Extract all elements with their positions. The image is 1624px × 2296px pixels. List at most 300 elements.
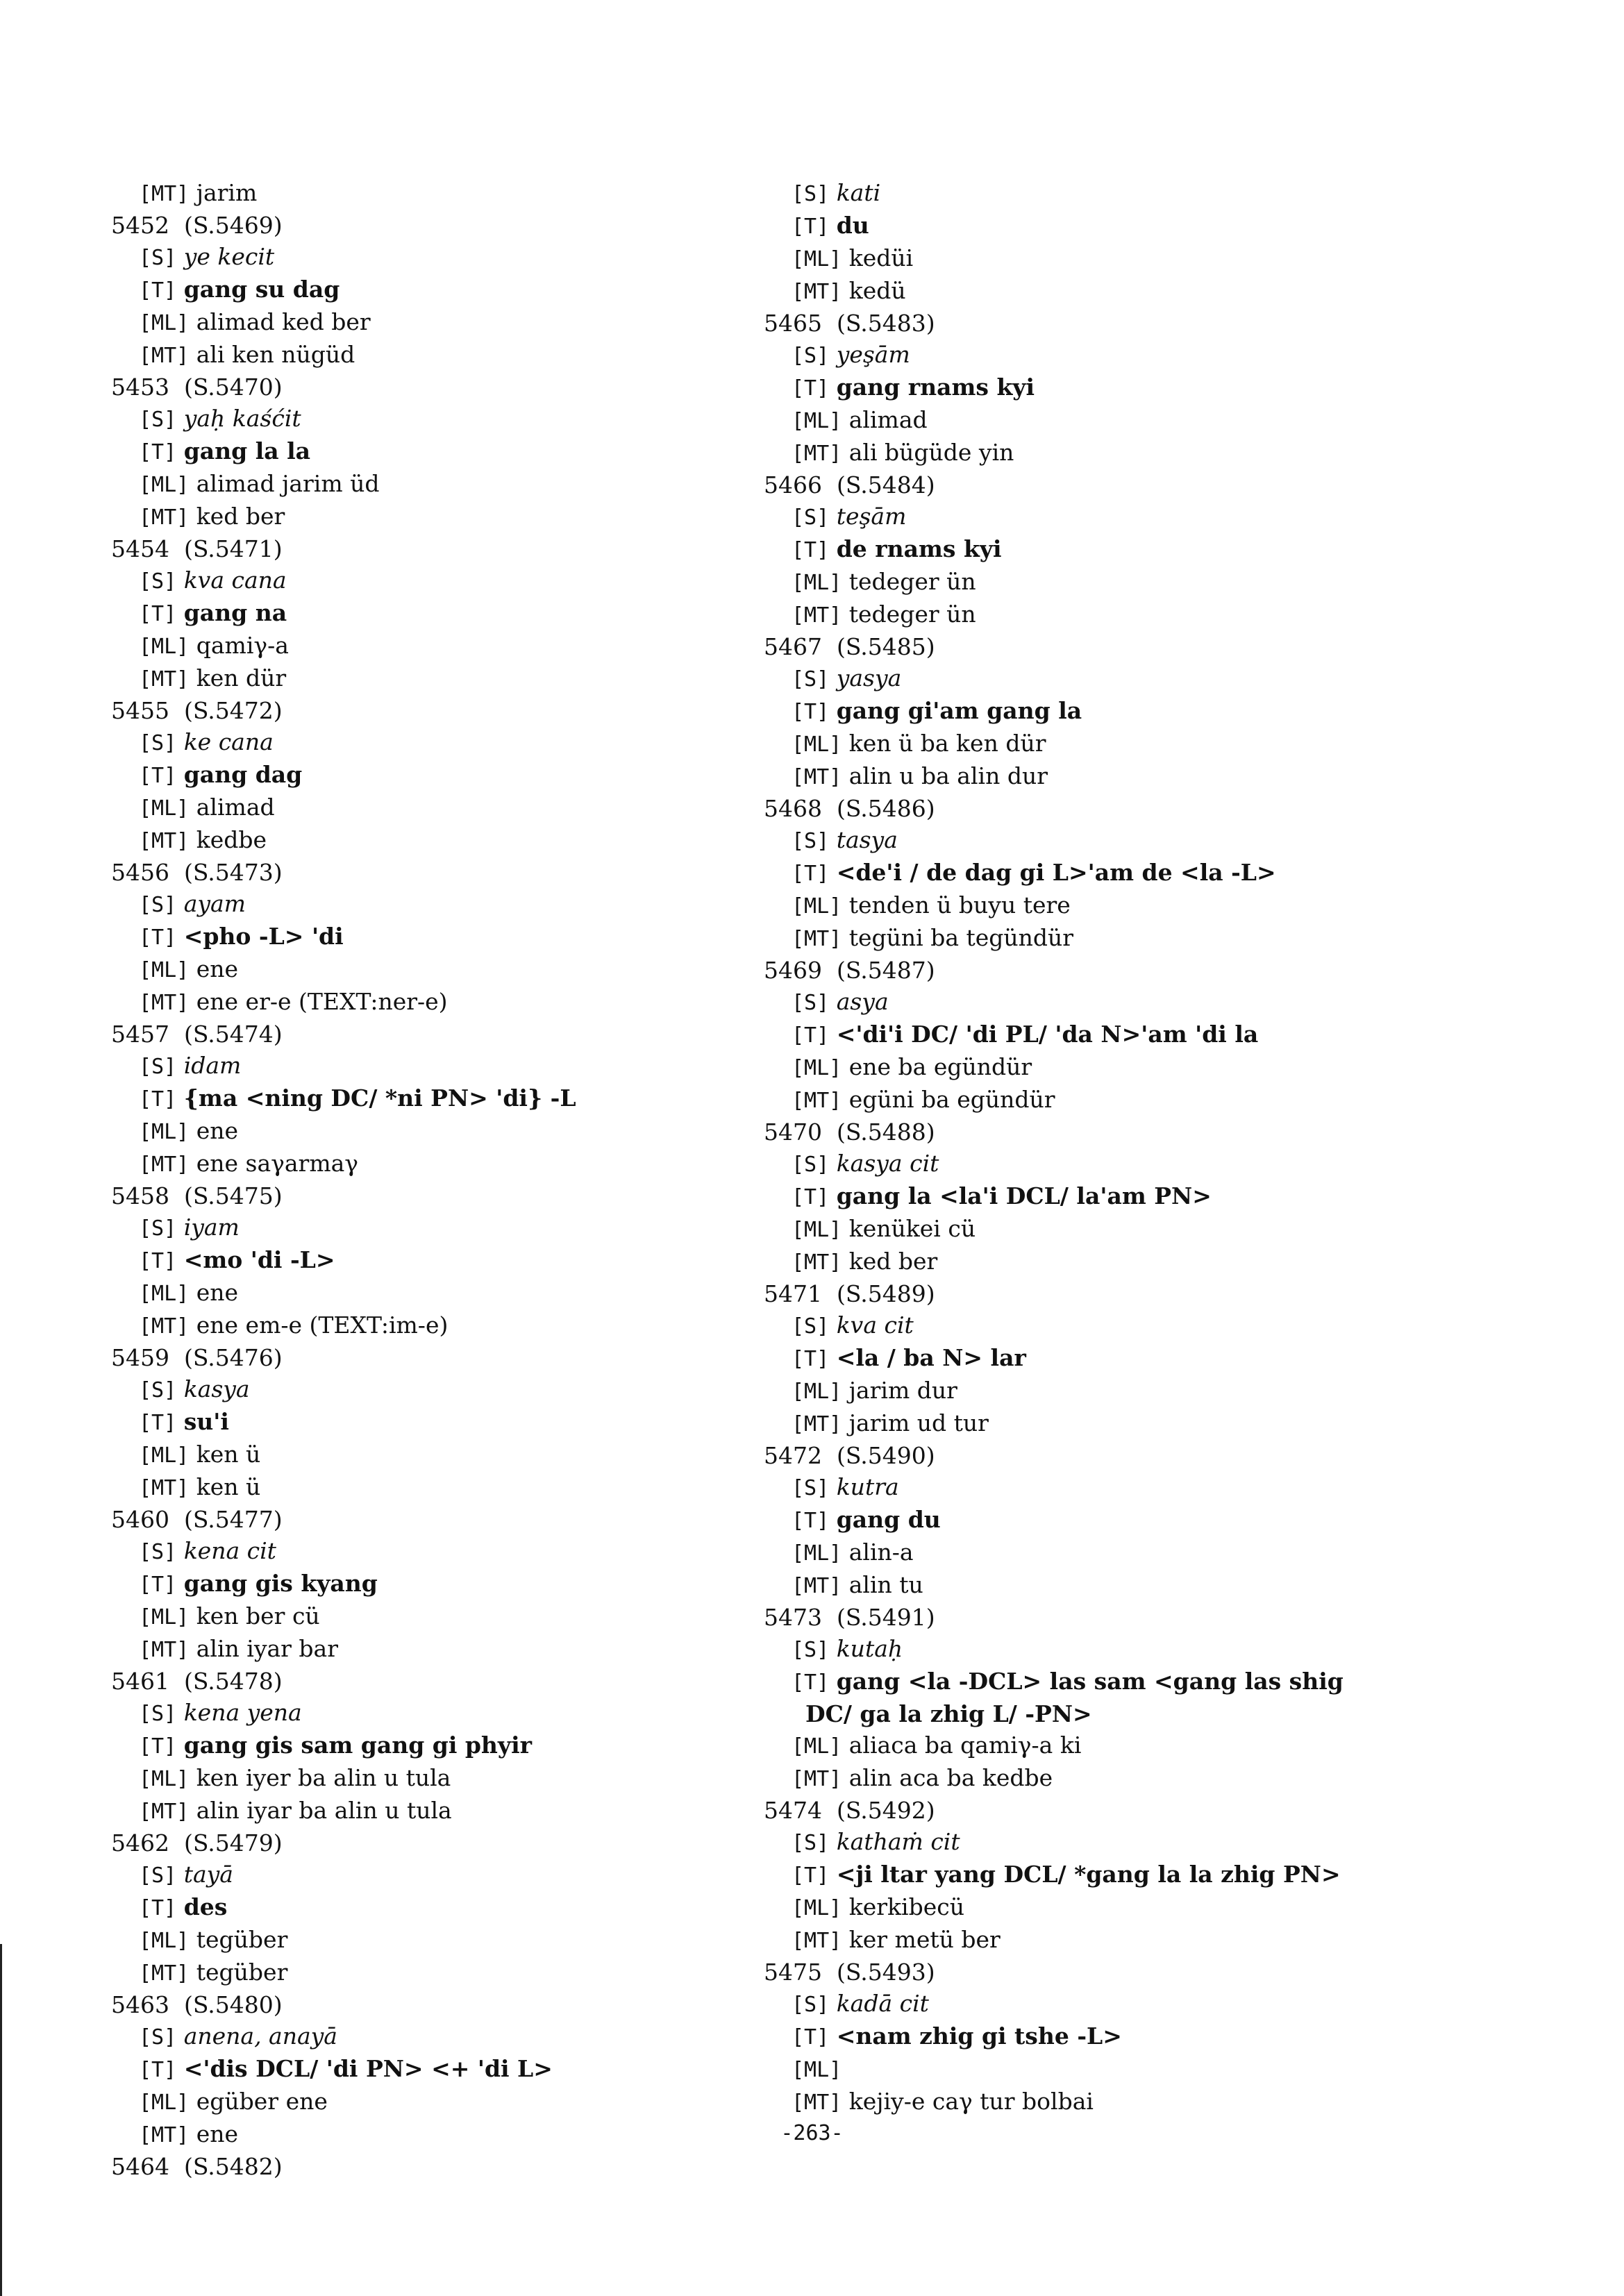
left-column <box>111 177 805 2182</box>
gloss-line <box>139 1568 805 1600</box>
gloss-line <box>139 1697 805 1729</box>
gloss-line <box>139 1956 805 1989</box>
language-tag: [T] <box>792 538 830 562</box>
scan-edge-line <box>0 1944 2 2296</box>
entry-number <box>111 1989 805 2020</box>
language-tag: [ML] <box>792 1380 842 1404</box>
gloss-text: kutaḥ <box>836 1635 903 1662</box>
gloss-line <box>139 1795 805 1827</box>
language-tag: [S] <box>792 667 830 692</box>
entry-id: 5463 <box>111 1991 169 2018</box>
language-tag: [ML] <box>792 247 842 271</box>
language-tag: [S] <box>139 246 177 270</box>
entry-number <box>764 308 1458 339</box>
gloss-text: alin-a <box>848 1539 914 1566</box>
gloss-line <box>792 1924 1458 1956</box>
gloss-line <box>139 986 805 1019</box>
gloss-text: egüni ba egündür <box>848 1086 1055 1113</box>
gloss-text: ken ber cü <box>196 1602 320 1629</box>
gloss-text: kedü <box>848 277 906 304</box>
gloss-line <box>139 1859 805 1891</box>
entry-id: 5471 <box>764 1280 822 1307</box>
language-tag: [ML] <box>139 1120 190 1144</box>
entry-ref: (S.5480) <box>183 1991 283 2018</box>
gloss-text: ken ü <box>196 1473 261 1500</box>
language-tag: [T] <box>139 1734 177 1759</box>
gloss-text: kedbe <box>196 826 267 853</box>
gloss-text: <de'i / de dag gi L>'am de <la -L> <box>836 859 1276 886</box>
gloss-text: idam <box>183 1052 242 1079</box>
gloss-text: kena yena <box>183 1699 302 1726</box>
language-tag: [ML] <box>792 1734 842 1759</box>
entry-ref: (S.5474) <box>183 1021 283 1048</box>
gloss-line <box>139 888 805 921</box>
gloss-line <box>139 1762 805 1795</box>
gloss-text: <mo 'di -L> <box>183 1246 335 1273</box>
gloss-text: aliaca ba qamiγ-a ki <box>848 1732 1082 1759</box>
gloss-text: kasya cit <box>836 1150 939 1177</box>
language-tag: [T] <box>139 2058 177 2082</box>
language-tag: [T] <box>792 1863 830 1888</box>
gloss-text: ke cana <box>183 728 274 755</box>
entry-number <box>764 1116 1458 1148</box>
gloss-text: ked ber <box>848 1248 938 1275</box>
language-tag: [S] <box>139 1216 177 1241</box>
entry-ref: (S.5479) <box>183 1829 283 1857</box>
gloss-line <box>792 1407 1458 1440</box>
entry-ref: (S.5490) <box>836 1442 935 1469</box>
entry-number <box>111 533 805 564</box>
gloss-text: ken iyer ba alin u tula <box>196 1764 451 1791</box>
entry-ref: (S.5472) <box>183 697 283 724</box>
gloss-line <box>139 1924 805 1956</box>
entry-id: 5453 <box>111 374 169 401</box>
language-tag: [MT] <box>139 991 190 1015</box>
gloss-line <box>139 791 805 824</box>
gloss-text: gang du <box>836 1506 941 1533</box>
gloss-line <box>139 2086 805 2118</box>
gloss-line <box>792 598 1458 631</box>
gloss-text: tedeger ün <box>848 601 976 628</box>
gloss-text: gang su dag <box>183 276 340 303</box>
entry-number <box>764 631 1458 662</box>
entry-id: 5455 <box>111 697 169 724</box>
gloss-text: des <box>183 1893 228 1920</box>
gloss-text: tegüber <box>196 1959 288 1986</box>
language-tag: [S] <box>139 1055 177 1079</box>
gloss-line <box>139 501 805 533</box>
gloss-text: ene em-e (TEXT:im-e) <box>196 1312 449 1339</box>
language-tag: [T] <box>139 440 177 464</box>
gloss-text: <'dis DCL/ 'di PN> <+ 'di L> <box>183 2055 553 2082</box>
language-tag: [S] <box>792 505 830 530</box>
language-tag: [T] <box>792 1509 830 1533</box>
gloss-line <box>792 1633 1458 1666</box>
language-tag: [ML] <box>792 571 842 595</box>
language-tag: [T] <box>139 1249 177 1273</box>
gloss-text: tenden ü buyu tere <box>848 891 1071 919</box>
language-tag: [ML] <box>139 2090 190 2115</box>
entry-number <box>111 210 805 241</box>
entry-ref: (S.5487) <box>836 957 935 984</box>
gloss-text: ene ba egündür <box>848 1053 1032 1080</box>
entry-number <box>111 1342 805 1373</box>
gloss-text: <pho -L> 'di <box>183 923 344 950</box>
entry-ref: (S.5486) <box>836 795 935 822</box>
gloss-text: kenükei cü <box>848 1215 976 1242</box>
gloss-line <box>139 1729 805 1762</box>
gloss-line <box>792 1569 1458 1602</box>
gloss-line <box>139 1439 805 1471</box>
language-tag: [MT] <box>139 1153 190 1177</box>
gloss-line <box>139 241 805 274</box>
language-tag: [S] <box>792 344 830 368</box>
gloss-text: ken ü ba ken dür <box>848 730 1046 757</box>
entry-id: 5456 <box>111 859 169 886</box>
gloss-line <box>792 986 1458 1019</box>
gloss-text: kasya <box>183 1375 250 1402</box>
gloss-line <box>792 2086 1458 2118</box>
gloss-text: asya <box>836 988 889 1015</box>
gloss-line <box>139 274 805 306</box>
entry-number <box>111 1666 805 1697</box>
language-tag: [S] <box>139 731 177 755</box>
gloss-line <box>792 1504 1458 1536</box>
language-tag: [S] <box>792 829 830 853</box>
gloss-text: ene <box>196 1117 239 1144</box>
entry-number <box>111 2151 805 2182</box>
language-tag: [S] <box>792 1153 830 1177</box>
language-tag: [MT] <box>139 344 190 368</box>
language-tag: [T] <box>792 215 830 239</box>
language-tag: [MT] <box>139 182 190 206</box>
entry-id: 5454 <box>111 535 169 562</box>
gloss-text: ene saγarmaγ <box>196 1150 359 1177</box>
entry-id: 5467 <box>764 633 822 660</box>
language-tag: [T] <box>792 1185 830 1209</box>
gloss-line <box>792 1375 1458 1407</box>
gloss-text: qamiγ-a <box>196 632 289 659</box>
entry-number <box>111 1504 805 1535</box>
gloss-line <box>792 1471 1458 1504</box>
gloss-text: yaḥ kaśćit <box>183 405 301 432</box>
gloss-line <box>792 371 1458 404</box>
entry-ref: (S.5477) <box>183 1506 283 1533</box>
gloss-line <box>792 533 1458 566</box>
entry-number <box>764 793 1458 824</box>
gloss-line <box>792 1246 1458 1278</box>
language-tag: [S] <box>792 182 830 206</box>
entry-ref: (S.5489) <box>836 1280 935 1307</box>
entry-id: 5457 <box>111 1021 169 1048</box>
gloss-text: kedüi <box>848 244 914 271</box>
gloss-line <box>139 953 805 986</box>
entry-number <box>764 1440 1458 1471</box>
language-tag: [S] <box>792 1831 830 1855</box>
gloss-line <box>792 1213 1458 1246</box>
gloss-line <box>139 435 805 468</box>
gloss-line <box>792 2053 1458 2086</box>
language-tag: [MT] <box>139 829 190 853</box>
language-tag: [S] <box>139 893 177 917</box>
language-tag: [S] <box>792 1638 830 1662</box>
gloss-line <box>139 1373 805 1406</box>
language-tag: [ML] <box>139 473 190 497</box>
gloss-text: su'i <box>183 1408 229 1435</box>
gloss-text: ker metü ber <box>848 1926 1001 1953</box>
gloss-text: kejiy-e caγ tur bolbai <box>848 2088 1094 2115</box>
language-tag: [MT] <box>139 2123 190 2147</box>
language-tag: [T] <box>792 1023 830 1048</box>
gloss-text: tegüber <box>196 1926 288 1953</box>
entry-id: 5469 <box>764 957 822 984</box>
entry-id: 5475 <box>764 1959 822 1986</box>
entry-ref: (S.5476) <box>183 1344 283 1371</box>
language-tag: [T] <box>792 700 830 724</box>
gloss-line <box>139 403 805 435</box>
language-tag: [T] <box>792 1670 830 1695</box>
gloss-text: ene <box>196 1279 239 1306</box>
language-tag: [S] <box>139 1702 177 1726</box>
gloss-text: de rnams kyi <box>836 535 1002 562</box>
language-tag: [ML] <box>792 1896 842 1920</box>
gloss-line <box>792 210 1458 242</box>
gloss-text: <ji ltar yang DCL/ *gang la la zhig PN> <box>836 1861 1341 1888</box>
language-tag: [MT] <box>792 1412 842 1436</box>
entry-ref: (S.5483) <box>836 310 935 337</box>
language-tag: [ML] <box>139 1443 190 1468</box>
gloss-text: tayā <box>183 1861 233 1888</box>
gloss-text: alin u ba alin dur <box>848 762 1048 789</box>
gloss-text: kerkibecü <box>848 1893 964 1920</box>
gloss-line <box>792 760 1458 793</box>
gloss-text: tegüni ba tegündür <box>848 924 1074 951</box>
right-column <box>764 177 1458 2118</box>
entry-ref: (S.5488) <box>836 1118 935 1146</box>
language-tag: [ML] <box>139 1929 190 1953</box>
gloss-text: gang la <la'i DCL/ la'am PN> <box>836 1182 1212 1209</box>
language-tag: [MT] <box>792 765 842 789</box>
entry-id: 5452 <box>111 212 169 239</box>
language-tag: [ML] <box>792 1541 842 1566</box>
entry-id: 5459 <box>111 1344 169 1371</box>
gloss-text: jarim <box>196 179 258 206</box>
entry-number <box>764 1278 1458 1309</box>
gloss-line <box>792 404 1458 437</box>
gloss-text: iyam <box>183 1214 240 1241</box>
gloss-text: alin tu <box>848 1571 923 1598</box>
entry-number <box>111 695 805 726</box>
gloss-text: alin aca ba kedbe <box>848 1764 1053 1791</box>
entry-ref: (S.5484) <box>836 471 935 498</box>
gloss-text: alimad <box>196 794 275 821</box>
language-tag: [T] <box>792 862 830 886</box>
language-tag: [S] <box>139 408 177 432</box>
gloss-line <box>139 1309 805 1342</box>
language-tag: [T] <box>139 1573 177 1597</box>
gloss-line <box>792 1019 1458 1051</box>
language-tag: [T] <box>139 1896 177 1920</box>
gloss-line <box>792 662 1458 695</box>
gloss-text: alimad ked ber <box>196 308 371 335</box>
language-tag: [S] <box>792 1993 830 2017</box>
gloss-text: tasya <box>836 826 898 853</box>
gloss-text: kva cana <box>183 567 287 594</box>
entry-id: 5472 <box>764 1442 822 1469</box>
language-tag: [MT] <box>792 2090 842 2115</box>
entry-number <box>111 371 805 403</box>
entry-id: 5465 <box>764 310 822 337</box>
gloss-text: ked ber <box>196 503 285 530</box>
gloss-text: anena, anayā <box>183 2022 337 2050</box>
entry-id: 5468 <box>764 795 822 822</box>
language-tag: [ML] <box>139 958 190 982</box>
entry-id: 5466 <box>764 471 822 498</box>
language-tag: [MT] <box>792 603 842 628</box>
entry-number <box>764 469 1458 501</box>
language-tag: [MT] <box>139 1800 190 1824</box>
gloss-text: yasya <box>836 664 902 692</box>
gloss-line <box>792 275 1458 308</box>
language-tag: [ML] <box>792 732 842 757</box>
gloss-line <box>792 339 1458 371</box>
gloss-line <box>792 1762 1458 1795</box>
gloss-text: alin iyar ba alin u tula <box>196 1797 452 1824</box>
gloss-text: gang la la <box>183 437 311 464</box>
entry-ref: (S.5471) <box>183 535 283 562</box>
gloss-line <box>139 1212 805 1244</box>
gloss-line <box>139 662 805 695</box>
gloss-text: gang rnams kyi <box>836 374 1035 401</box>
gloss-line <box>139 1115 805 1148</box>
language-tag: [T] <box>792 2025 830 2050</box>
gloss-text: ali ken nügüd <box>196 341 355 368</box>
entry-ref: (S.5469) <box>183 212 283 239</box>
language-tag: [ML] <box>139 1282 190 1306</box>
page-number: -263- <box>780 2121 844 2145</box>
gloss-line <box>792 501 1458 533</box>
gloss-line <box>792 824 1458 857</box>
gloss-line <box>139 726 805 759</box>
gloss-line <box>139 1406 805 1439</box>
gloss-text: yeşām <box>836 341 910 368</box>
language-tag: [ML] <box>792 894 842 919</box>
gloss-line <box>139 468 805 501</box>
gloss-text: teşām <box>836 503 907 530</box>
language-tag: [MT] <box>792 1250 842 1275</box>
gloss-text: <nam zhig gi tshe -L> <box>836 2022 1122 2050</box>
entry-ref: (S.5491) <box>836 1604 935 1631</box>
language-tag: [ML] <box>139 796 190 821</box>
gloss-line <box>139 630 805 662</box>
gloss-line <box>792 1342 1458 1375</box>
entry-id: 5464 <box>111 2153 169 2180</box>
gloss-text: kathaṁ cit <box>836 1828 960 1855</box>
entry-number <box>764 955 1458 986</box>
gloss-line <box>139 1277 805 1309</box>
language-tag: [ML] <box>139 1767 190 1791</box>
entry-number <box>764 1602 1458 1633</box>
gloss-line <box>139 1633 805 1666</box>
gloss-text: gang na <box>183 599 287 626</box>
language-tag: [MT] <box>792 1574 842 1598</box>
gloss-line <box>792 437 1458 469</box>
gloss-text: ayam <box>183 890 246 917</box>
gloss-line <box>139 1471 805 1504</box>
gloss-line <box>139 306 805 339</box>
language-tag: [MT] <box>792 1089 842 1113</box>
gloss-continuation: DC/ ga la zhig L/ -PN> <box>805 1700 1092 1727</box>
language-tag: [MT] <box>139 1314 190 1339</box>
gloss-line <box>792 1988 1458 2020</box>
entry-ref: (S.5478) <box>183 1668 283 1695</box>
language-tag: [ML] <box>792 409 842 433</box>
gloss-line <box>792 1051 1458 1084</box>
gloss-line <box>792 1536 1458 1569</box>
entry-number <box>111 1827 805 1859</box>
language-tag: [MT] <box>139 1961 190 1986</box>
language-tag: [MT] <box>139 505 190 530</box>
language-tag: [T] <box>139 764 177 788</box>
language-tag: [S] <box>792 1314 830 1339</box>
gloss-line <box>139 1891 805 1924</box>
entry-ref: (S.5482) <box>183 2153 283 2180</box>
entry-id: 5470 <box>764 1118 822 1146</box>
gloss-text: ali bügüde yin <box>848 439 1014 466</box>
gloss-line <box>792 889 1458 922</box>
language-tag: [ML] <box>792 1218 842 1242</box>
gloss-text: kena cit <box>183 1537 276 1564</box>
language-tag: [MT] <box>139 1638 190 1662</box>
gloss-text: ken dür <box>196 664 287 692</box>
language-tag: [ML] <box>139 635 190 659</box>
entry-id: 5460 <box>111 1506 169 1533</box>
gloss-line <box>792 922 1458 955</box>
language-tag: [T] <box>792 376 830 401</box>
language-tag: [T] <box>139 925 177 950</box>
language-tag: [MT] <box>139 667 190 692</box>
gloss-line <box>792 1309 1458 1342</box>
language-tag: [ML] <box>792 1056 842 1080</box>
gloss-line <box>139 339 805 371</box>
gloss-line <box>792 1729 1458 1762</box>
gloss-text: kadā cit <box>836 1990 929 2017</box>
language-tag: [T] <box>139 602 177 626</box>
gloss-text: gang gis sam gang gi phyir <box>183 1732 533 1759</box>
language-tag: [S] <box>139 1540 177 1564</box>
entry-id: 5462 <box>111 1829 169 1857</box>
language-tag: [ML] <box>792 2058 842 2082</box>
language-tag: [S] <box>792 991 830 1015</box>
gloss-line <box>139 1244 805 1277</box>
gloss-line <box>792 566 1458 598</box>
gloss-line <box>139 921 805 953</box>
gloss-line <box>139 177 805 210</box>
entry-number <box>111 1180 805 1212</box>
gloss-line <box>139 824 805 857</box>
language-tag: [ML] <box>139 1605 190 1629</box>
gloss-line <box>139 1535 805 1568</box>
gloss-line <box>139 1600 805 1633</box>
language-tag: [T] <box>139 1087 177 1112</box>
language-tag: [S] <box>139 1863 177 1888</box>
language-tag: [MT] <box>792 1929 842 1953</box>
gloss-text: ene <box>196 955 239 982</box>
gloss-text: kva cit <box>836 1312 914 1339</box>
gloss-text: alin iyar bar <box>196 1635 338 1662</box>
entry-number <box>764 1956 1458 1988</box>
gloss-line <box>139 759 805 791</box>
